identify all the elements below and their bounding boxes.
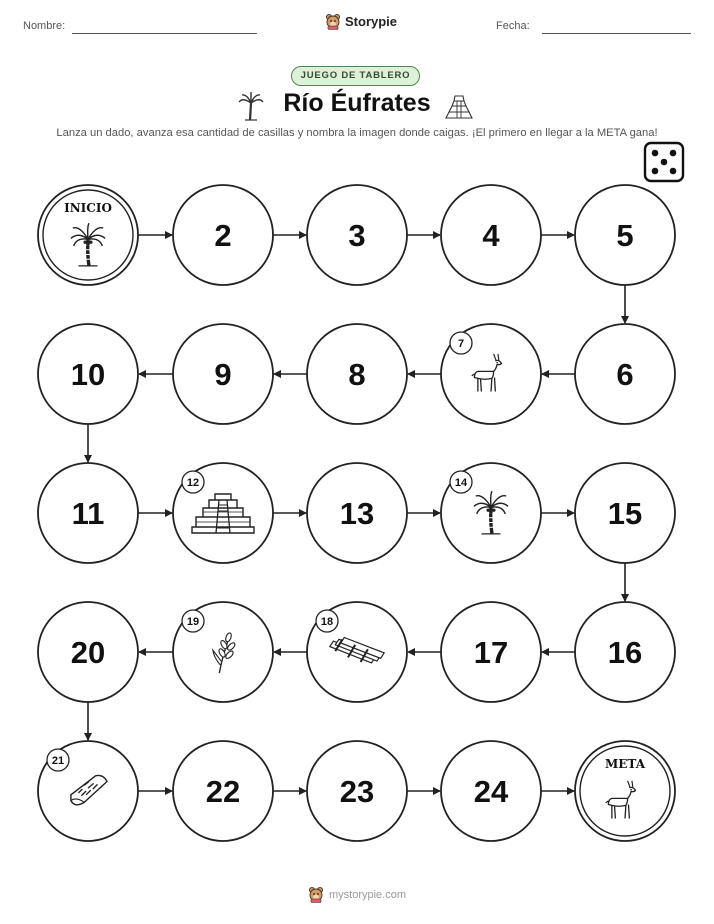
board-space-15[interactable] — [575, 463, 675, 563]
board-space-24[interactable] — [441, 741, 541, 841]
board-space-14[interactable] — [441, 463, 541, 563]
board-space-10[interactable] — [38, 324, 138, 424]
board-space-13[interactable] — [307, 463, 407, 563]
board-space-4[interactable] — [441, 185, 541, 285]
board-space-1[interactable] — [38, 185, 138, 285]
game-type-badge: JUEGO DE TABLERO — [291, 66, 420, 86]
space-number: 21 — [51, 755, 65, 767]
space-number: 16 — [607, 635, 643, 670]
space-number: 7 — [457, 338, 465, 350]
board-space-6[interactable] — [575, 324, 675, 424]
board-space-16[interactable] — [575, 602, 675, 702]
space-number: 5 — [616, 218, 634, 253]
space-number: 8 — [348, 357, 366, 392]
board-space-19[interactable] — [173, 602, 273, 702]
space-number: 22 — [205, 774, 241, 809]
board-space-11[interactable] — [38, 463, 138, 563]
space-number: 6 — [616, 357, 634, 392]
board-space-2[interactable] — [173, 185, 273, 285]
space-number: 2 — [214, 218, 232, 253]
space-number: 17 — [473, 635, 509, 670]
board-space-20[interactable] — [38, 602, 138, 702]
board-space-5[interactable] — [575, 185, 675, 285]
space-number: 10 — [70, 357, 106, 392]
space-number: 3 — [348, 218, 366, 253]
board-space-18[interactable] — [307, 602, 407, 702]
board-space-3[interactable] — [307, 185, 407, 285]
board-space-22[interactable] — [173, 741, 273, 841]
board-space-7[interactable] — [441, 324, 541, 424]
space-number: 14 — [454, 477, 468, 489]
instructions: Lanza un dado, avanza esa cantidad de casillas y nombra la imagen donde caigas. ¡El primero en llegar a la META gana! — [56, 127, 658, 139]
space-number: 12 — [186, 477, 200, 489]
space-number: 4 — [482, 218, 500, 253]
footer — [308, 886, 406, 903]
space-number: 13 — [339, 496, 375, 531]
space-number: 20 — [70, 635, 106, 670]
name-label: Nombre: — [23, 20, 66, 32]
board-space-23[interactable] — [307, 741, 407, 841]
goal-label: META — [604, 757, 646, 771]
space-number: 9 — [214, 357, 232, 392]
board-space-9[interactable] — [173, 324, 273, 424]
brand-name: Storypie — [345, 14, 398, 29]
space-number: 23 — [339, 774, 375, 809]
bear-mascot-icon — [308, 886, 324, 903]
page-title: Río Éufrates — [283, 89, 431, 117]
board-space-17[interactable] — [441, 602, 541, 702]
space-circle — [575, 741, 675, 841]
space-number: 15 — [607, 496, 643, 531]
board-space-12[interactable] — [173, 463, 273, 563]
start-label: INICIO — [64, 201, 112, 215]
board-space-25[interactable] — [575, 741, 675, 841]
board-space-8[interactable] — [307, 324, 407, 424]
date-label: Fecha: — [496, 20, 530, 32]
space-number: 19 — [186, 616, 200, 628]
space-number: 18 — [320, 616, 334, 628]
space-number: 11 — [71, 496, 105, 531]
space-number: 24 — [473, 774, 509, 809]
board-space-21[interactable] — [38, 741, 138, 841]
footer-url: mystorypie.com — [329, 888, 407, 901]
